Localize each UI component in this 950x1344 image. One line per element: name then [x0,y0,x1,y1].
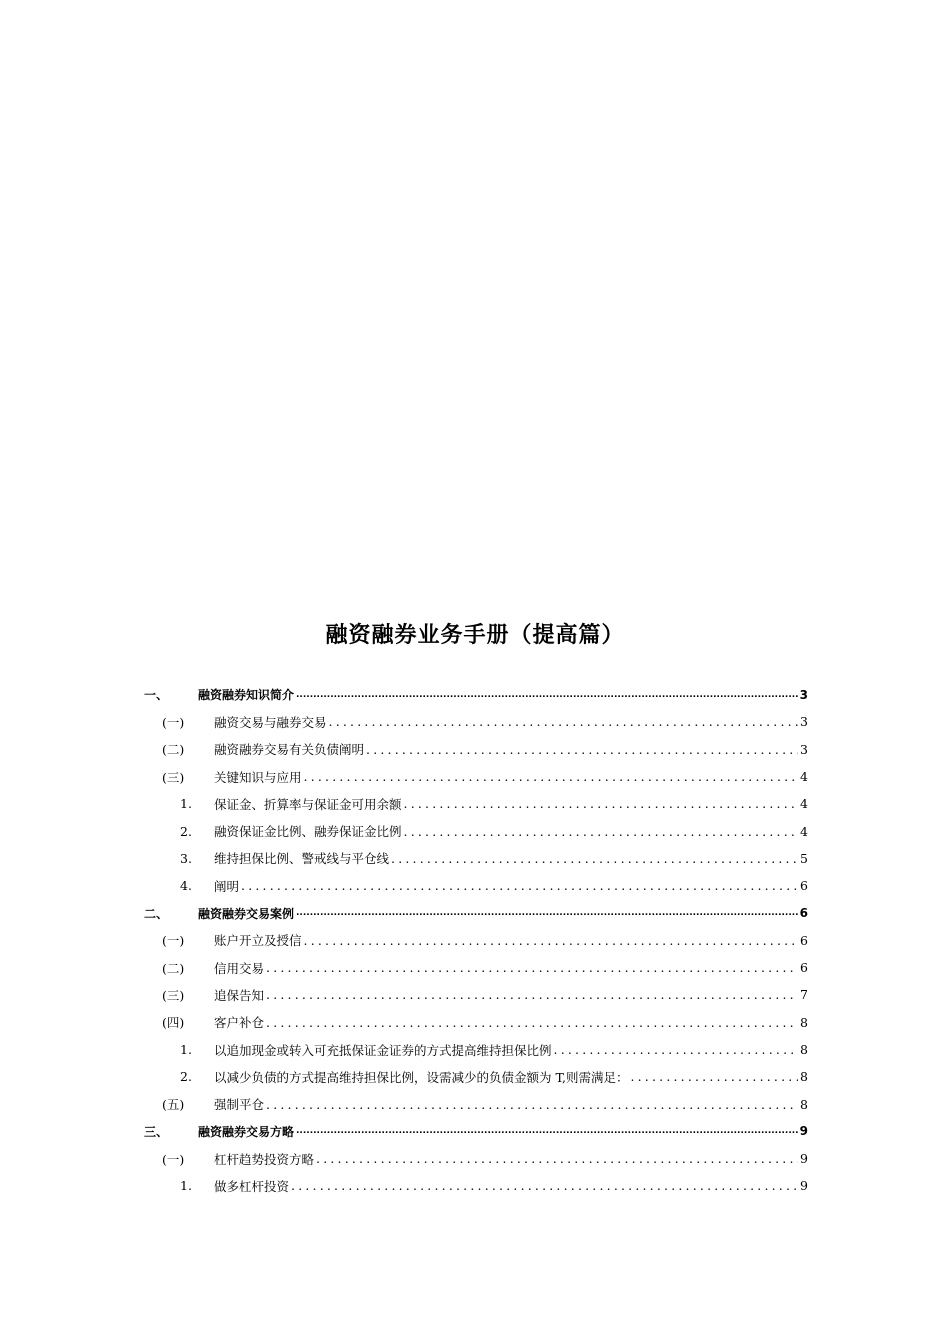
toc-entry-title: 追保告知 [214,987,265,1003]
toc-entry-page-number: 4 [800,769,808,785]
toc-entry-number: 1. [180,1178,192,1194]
toc-entry-page-number: 9 [799,1124,808,1139]
toc-entry-page-number: 4 [800,823,808,839]
toc-entry-title: 融资融券知识简介 [198,688,295,703]
toc-entry[interactable] [144,708,808,735]
toc-entry-number: 3. [180,850,192,866]
toc-entry-page-number: 3 [800,714,808,730]
document-title: 融资融券业务手册（提高篇） [325,623,625,648]
toc-entry-title: 做多杠杆投资 [214,1178,290,1194]
toc-dot-leader [329,714,799,729]
toc-entry-title: 账户开立及授信 [214,933,302,949]
toc-entry-title: 融资交易与融券交易 [214,714,327,730]
toc-dot-leader [266,1015,798,1030]
toc-entry-title: 阐明 [214,878,240,894]
toc-entry-page-number: 3 [800,741,808,757]
toc-entry-number: 2. [180,823,192,839]
toc-dot-leader [291,1178,798,1193]
toc-entry-page-number: 8 [800,1014,808,1030]
toc-dot-leader [296,908,798,918]
toc-dot-leader [266,987,798,1002]
toc-entry[interactable] [144,681,808,708]
toc-entry-number: (三) [162,769,185,785]
toc-entry-title: 维持担保比例、警戒线与平仓线 [214,851,390,867]
toc-entry-title: 保证金、折算率与保证金可用余额 [214,796,402,812]
toc-entry-page-number: 6 [800,932,808,948]
toc-entry[interactable] [144,899,808,926]
toc-entry-title: 客户补仓 [214,1015,265,1031]
toc-entry-number: 三、 [144,1124,169,1139]
toc-entry-page-number: 3 [799,687,808,702]
toc-entry-page-number: 4 [800,796,808,812]
toc-entry-number: (一) [162,1151,185,1167]
toc-entry[interactable] [144,1118,808,1145]
toc-entry[interactable] [144,790,808,817]
toc-dot-leader [296,690,798,700]
toc-entry[interactable] [144,1009,808,1036]
toc-entry[interactable] [144,872,808,899]
toc-entry[interactable] [144,1172,808,1199]
toc-entry-title: 融资融券交易方略 [198,1124,295,1139]
toc-dot-leader [391,851,798,866]
toc-entry-title: 以减少负债的方式提高维持担保比例，设需减少的负债金额为 T,则需满足： [214,1069,629,1085]
toc-entry-title: 以追加现金或转入可充抵保证金证券的方式提高维持担保比例 [214,1042,552,1058]
toc-dot-leader [304,769,799,784]
toc-entry[interactable] [144,1145,808,1172]
toc-entry-number: (五) [162,1097,185,1113]
table-of-contents [144,681,808,1200]
toc-entry-number: 4. [180,878,192,894]
toc-dot-leader [630,1069,798,1084]
toc-entry-number: 1. [180,796,192,812]
toc-dot-leader [296,1126,798,1136]
toc-dot-leader [241,878,798,893]
toc-entry-number: 1. [180,1042,192,1057]
toc-dot-leader [266,960,798,975]
toc-entry-title: 融资融券交易案例 [198,906,295,921]
toc-entry-page-number: 6 [800,960,808,976]
toc-entry-title: 杠杆趋势投资方略 [214,1151,315,1167]
toc-entry[interactable] [144,845,808,872]
toc-entry-page-number: 6 [800,878,808,894]
toc-entry-title: 融资保证金比例、融券保证金比例 [214,824,402,840]
toc-entry-page-number: 8 [800,1042,808,1057]
toc-dot-leader [266,1097,798,1112]
toc-entry[interactable] [144,1090,808,1117]
toc-entry-number: (二) [162,960,185,976]
toc-entry[interactable] [144,1036,808,1063]
toc-entry[interactable] [144,927,808,954]
toc-entry-title: 信用交易 [214,960,265,976]
toc-entry[interactable] [144,981,808,1008]
toc-dot-leader [366,742,798,757]
toc-entry[interactable] [144,1063,808,1090]
toc-dot-leader [316,1151,798,1166]
toc-entry[interactable] [144,736,808,763]
toc-entry-page-number: 8 [800,1096,808,1112]
toc-entry-number: (三) [162,987,185,1003]
toc-entry[interactable] [144,763,808,790]
toc-entry-title: 强制平仓 [214,1097,265,1113]
toc-entry-number: (四) [162,1015,185,1031]
toc-entry-number: 一、 [144,688,169,703]
toc-entry-number: 二、 [144,906,169,921]
toc-entry-page-number: 5 [800,850,808,866]
toc-entry-number: (一) [162,933,185,949]
toc-entry[interactable] [144,954,808,981]
toc-dot-leader [554,1042,799,1057]
toc-entry-page-number: 9 [800,1151,808,1167]
toc-entry[interactable] [144,817,808,844]
toc-entry-page-number: 9 [800,1178,808,1194]
toc-dot-leader [404,796,799,811]
toc-entry-title: 融资融券交易有关负债阐明 [214,742,365,758]
toc-entry-title: 关键知识与应用 [214,769,302,785]
toc-entry-page-number: 8 [800,1069,808,1085]
toc-entry-number: (一) [162,714,185,730]
toc-entry-number: (二) [162,742,185,758]
toc-dot-leader [304,933,799,948]
toc-entry-page-number: 7 [800,987,808,1003]
toc-entry-number: 2. [180,1069,192,1085]
toc-entry-page-number: 6 [799,906,808,921]
toc-dot-leader [404,824,799,839]
